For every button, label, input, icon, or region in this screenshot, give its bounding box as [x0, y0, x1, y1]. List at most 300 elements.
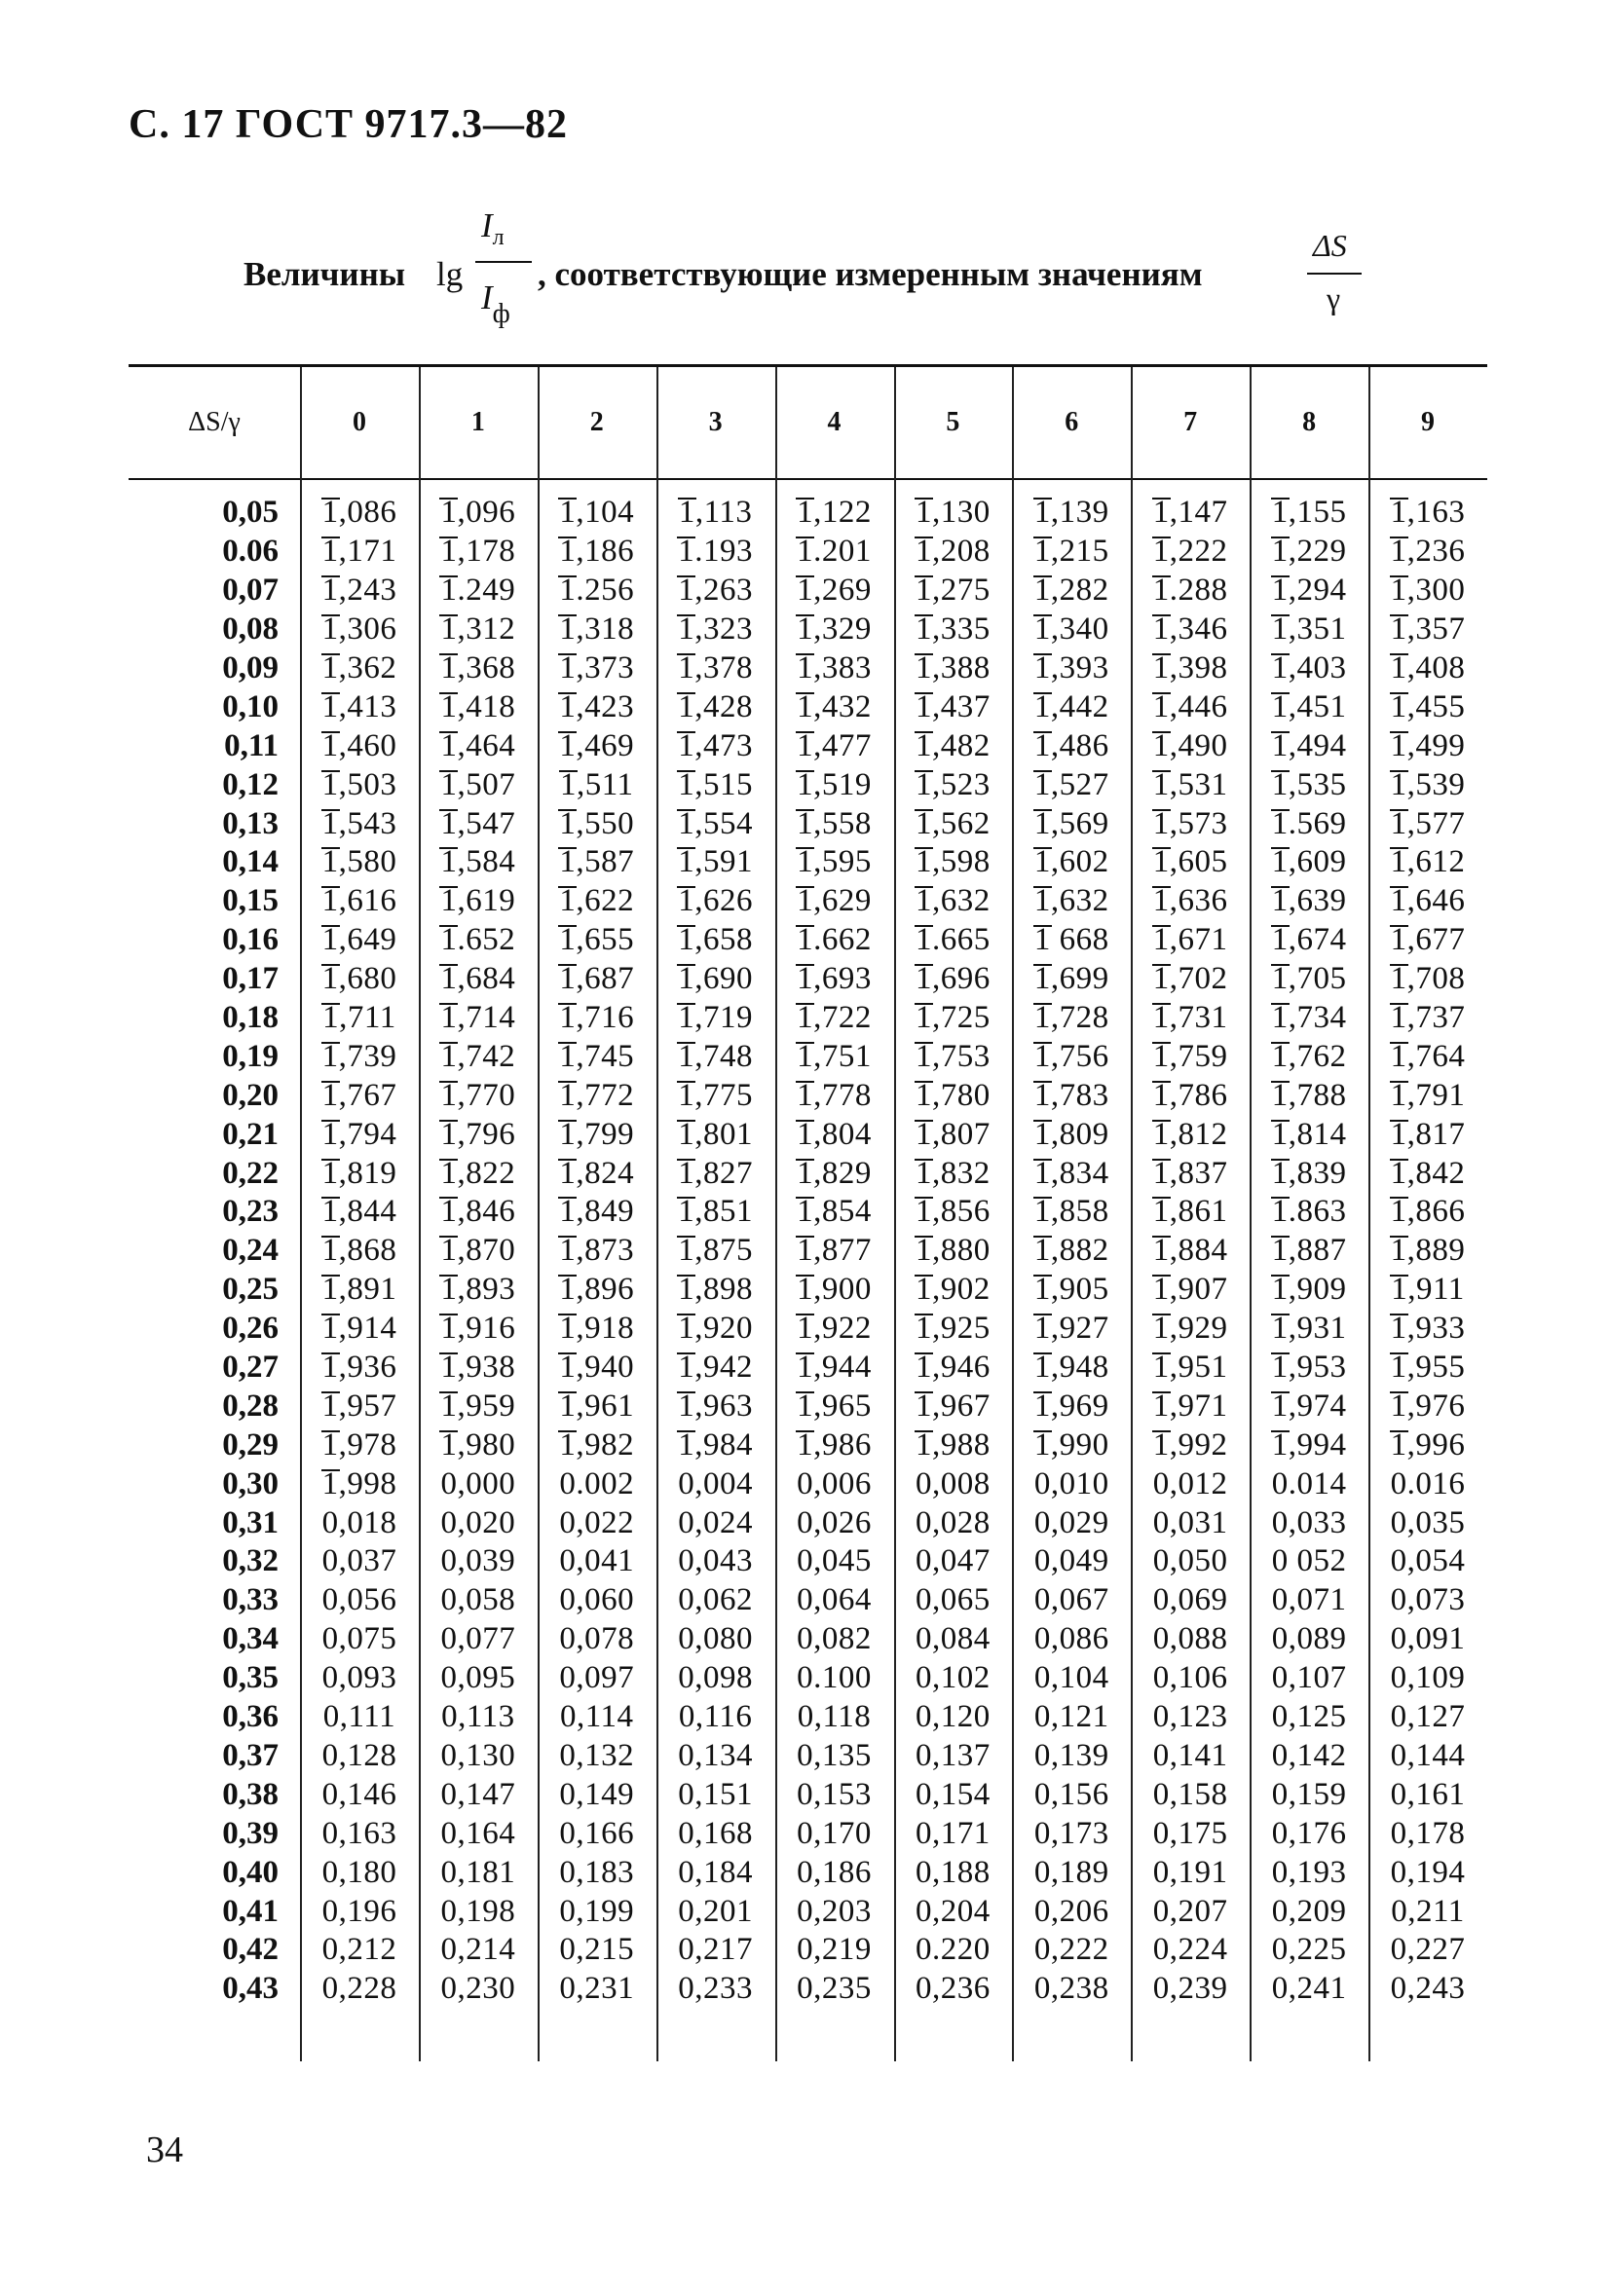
bar-characteristic: 1 — [797, 805, 814, 841]
bar-characteristic: 1 — [321, 1116, 339, 1152]
bar-characteristic: 1 — [1033, 495, 1051, 531]
table-cell: 0,149 — [559, 1776, 635, 1812]
bar-characteristic: 1 — [559, 727, 577, 763]
table-cell — [538, 1350, 656, 1386]
row-label: 0,21 — [222, 1116, 279, 1152]
bar-characteristic: 1 — [916, 1311, 933, 1347]
bar-characteristic: 1 — [678, 1077, 695, 1113]
bar-characteristic: 1 — [916, 1272, 933, 1308]
table-cell — [300, 1466, 419, 1502]
table-cell: 0,176 — [1271, 1815, 1347, 1851]
bar-characteristic: 1 — [1271, 495, 1289, 531]
table-cell: 0,212 — [321, 1932, 397, 1968]
table-cell — [893, 844, 1012, 880]
table-row — [129, 726, 1487, 765]
mantissa: ,880 — [932, 1233, 991, 1269]
table-row — [129, 1387, 1487, 1426]
table-cell: 0,041 — [559, 1543, 635, 1579]
mantissa: ,486 — [1050, 727, 1109, 763]
table-cell — [300, 1039, 419, 1075]
table-cell — [1250, 1039, 1368, 1075]
mantissa: ,584 — [457, 844, 516, 880]
mantissa: ,788 — [1288, 1077, 1347, 1113]
table-cell — [538, 495, 656, 531]
table-cell — [419, 1350, 538, 1386]
table-cell — [1368, 1272, 1487, 1308]
bar-characteristic: 1 — [559, 805, 577, 841]
mantissa: ,622 — [576, 883, 635, 919]
table-cell — [656, 1156, 775, 1192]
mantissa: ,887 — [1288, 1233, 1347, 1269]
bar-characteristic: 1 — [916, 688, 933, 724]
table-cell — [775, 806, 894, 842]
bar-characteristic: 1 — [1271, 534, 1289, 570]
bar-characteristic: 1 — [916, 922, 933, 958]
table-cell: 0,097 — [559, 1660, 635, 1696]
mantissa: ,898 — [694, 1272, 753, 1308]
row-label: 0,11 — [224, 727, 279, 763]
mantissa: ,626 — [694, 883, 753, 919]
mantissa: ,837 — [1169, 1155, 1228, 1191]
table-cell — [538, 1233, 656, 1269]
mantissa: ,786 — [1169, 1077, 1228, 1113]
mantissa: ,460 — [338, 727, 397, 763]
mantissa: ,612 — [1406, 844, 1466, 880]
table-cell — [300, 922, 419, 958]
table-cell — [656, 922, 775, 958]
table-cell — [1012, 1233, 1131, 1269]
bar-characteristic: 1 — [1033, 844, 1051, 880]
table-row — [129, 1581, 1487, 1620]
bar-characteristic: 1 — [440, 1038, 458, 1074]
bar-characteristic: 1 — [321, 1311, 339, 1347]
bar-characteristic: 1 — [916, 1233, 933, 1269]
table-cell: 0,111 — [322, 1699, 396, 1735]
table-cell — [1131, 611, 1250, 648]
mantissa: ,531 — [1169, 766, 1228, 802]
table-cell — [1250, 1000, 1368, 1036]
bar-characteristic: 1 — [1271, 1350, 1289, 1386]
header-col-5: 5 — [946, 407, 960, 437]
table-cell — [538, 961, 656, 997]
table-cell — [538, 1117, 656, 1153]
table-cell — [775, 1039, 894, 1075]
bar-characteristic: 1 — [1390, 922, 1407, 958]
table-cell — [1250, 1350, 1368, 1386]
table-row — [129, 1037, 1487, 1076]
mantissa: ,171 — [338, 534, 397, 570]
mantissa: ,554 — [694, 805, 753, 841]
mantissa: ,368 — [457, 650, 516, 685]
mantissa: ,938 — [457, 1350, 516, 1386]
table-cell: 0,107 — [1271, 1660, 1347, 1696]
mantissa: ,690 — [694, 961, 753, 997]
row-label: 0,30 — [222, 1465, 279, 1501]
mantissa: ,984 — [694, 1426, 753, 1463]
table-row — [129, 960, 1487, 999]
table-cell — [300, 961, 419, 997]
mantissa: ,767 — [338, 1077, 397, 1113]
table-cell — [419, 689, 538, 725]
table-cell — [656, 1272, 775, 1308]
mantissa: ,992 — [1169, 1426, 1228, 1463]
bar-characteristic: 1 — [1033, 1000, 1051, 1036]
mantissa: .193 — [694, 534, 753, 570]
mantissa: ,708 — [1406, 961, 1466, 997]
bar-characteristic: 1 — [797, 1350, 814, 1386]
table-cell: 0,243 — [1390, 1971, 1466, 2007]
row-label: 0,10 — [222, 688, 279, 724]
bar-characteristic: 1 — [321, 650, 339, 685]
table-cell: 0,180 — [321, 1854, 397, 1890]
bar-characteristic: 1 — [678, 688, 695, 724]
table-cell — [893, 534, 1012, 570]
row-label: 0,16 — [222, 922, 279, 958]
table-cell — [775, 689, 894, 725]
row-label: 0,24 — [222, 1233, 279, 1269]
table-cell — [1131, 728, 1250, 764]
mantissa: ,922 — [813, 1311, 872, 1347]
mantissa: ,139 — [1050, 495, 1109, 531]
table-cell: 0,109 — [1390, 1660, 1466, 1696]
bar-characteristic: 1 — [1390, 534, 1407, 570]
table-cell — [419, 573, 538, 609]
table-cell — [1012, 961, 1131, 997]
table-cell — [775, 1427, 894, 1463]
bar-characteristic: 1 — [678, 727, 695, 763]
table-cell: 0,132 — [559, 1737, 635, 1773]
mantissa: ,916 — [457, 1311, 516, 1347]
table-cell — [656, 573, 775, 609]
caption-num-symbol: I — [481, 206, 493, 244]
table-cell: 0,069 — [1152, 1582, 1228, 1618]
bar-characteristic: 1 — [916, 534, 933, 570]
mantissa: ,215 — [1050, 534, 1109, 570]
mantissa: ,655 — [576, 922, 635, 958]
bar-characteristic: 1 — [678, 1311, 695, 1347]
bar-characteristic: 1 — [440, 688, 458, 724]
bar-characteristic: 1 — [797, 534, 814, 570]
mantissa: ,875 — [694, 1233, 753, 1269]
mantissa: ,762 — [1288, 1038, 1347, 1074]
bar-characteristic: 1 — [1271, 1311, 1289, 1347]
bar-characteristic: 1 — [1152, 611, 1170, 648]
table-cell — [300, 883, 419, 919]
mantissa: ,737 — [1406, 1000, 1466, 1036]
mantissa: ,844 — [338, 1194, 397, 1230]
mantissa: ,306 — [338, 611, 397, 648]
bar-characteristic: 1 — [1033, 922, 1051, 958]
mantissa: ,494 — [1288, 727, 1347, 763]
bar-characteristic: 1 — [1152, 1272, 1170, 1308]
table-row — [129, 572, 1487, 611]
bar-characteristic: 1 — [1271, 844, 1289, 880]
bar-characteristic: 1 — [797, 611, 814, 648]
bar-characteristic: 1 — [321, 1233, 339, 1269]
bar-characteristic: 1 — [916, 1426, 933, 1463]
table-cell — [1012, 650, 1131, 686]
table-cell: 0,073 — [1390, 1582, 1466, 1618]
bar-characteristic: 1 — [1271, 727, 1289, 763]
table-cell — [1131, 883, 1250, 919]
table-cell — [1131, 806, 1250, 842]
table-row — [129, 1193, 1487, 1232]
mantissa: ,639 — [1288, 883, 1347, 919]
table-cell: 0,037 — [321, 1543, 397, 1579]
bar-characteristic: 1 — [1033, 1388, 1051, 1424]
bar-characteristic: 1 — [678, 1233, 695, 1269]
table-cell — [1250, 1233, 1368, 1269]
table-cell: 0,012 — [1152, 1465, 1228, 1501]
bar-characteristic: 1 — [321, 1272, 339, 1308]
bar-characteristic: 1 — [321, 1194, 339, 1230]
table-cell — [893, 1311, 1012, 1347]
bar-characteristic: 1 — [1390, 1000, 1407, 1036]
mantissa: ,961 — [576, 1388, 635, 1424]
mantissa: ,282 — [1050, 573, 1109, 609]
table-cell: 0,191 — [1152, 1854, 1228, 1890]
bar-characteristic: 1 — [1390, 495, 1407, 531]
row-label: 0,22 — [222, 1155, 279, 1191]
table-cell — [538, 1078, 656, 1114]
mantissa: .569 — [1288, 805, 1347, 841]
table-cell: 0,161 — [1390, 1776, 1466, 1812]
table-cell: 0,020 — [440, 1504, 516, 1540]
table-cell: 0,227 — [1390, 1932, 1466, 1968]
mantissa: ,629 — [813, 883, 872, 919]
mantissa: ,969 — [1050, 1388, 1109, 1424]
bar-characteristic: 1 — [321, 766, 339, 802]
mantissa: ,974 — [1288, 1388, 1347, 1424]
bar-characteristic: 1 — [1390, 1194, 1407, 1230]
table-cell — [300, 1427, 419, 1463]
bar-characteristic: 1 — [678, 495, 695, 531]
table-cell — [893, 1039, 1012, 1075]
table-cell: 0,114 — [559, 1699, 634, 1735]
table-cell: 0,056 — [321, 1582, 397, 1618]
table-cell: 0,128 — [321, 1737, 397, 1773]
caption-den-subscript: ф — [492, 299, 510, 329]
mantissa: ,243 — [338, 573, 397, 609]
bar-characteristic: 1 — [440, 650, 458, 685]
table-cell — [656, 1039, 775, 1075]
table-cell — [1012, 883, 1131, 919]
row-label: 0,34 — [222, 1621, 279, 1657]
bar-characteristic: 1 — [678, 1038, 695, 1074]
table-cell — [656, 806, 775, 842]
bar-characteristic: 1 — [1152, 1038, 1170, 1074]
bar-characteristic: 1 — [1390, 805, 1407, 841]
table-cell: 0,080 — [678, 1621, 753, 1657]
bar-characteristic: 1 — [559, 844, 577, 880]
table-cell: 0 052 — [1271, 1543, 1347, 1579]
mantissa: .662 — [813, 922, 872, 958]
table-cell — [300, 689, 419, 725]
table-cell — [1250, 1194, 1368, 1230]
table-cell: 0,029 — [1033, 1504, 1109, 1540]
mantissa: ,507 — [457, 766, 516, 802]
table-cell — [656, 1389, 775, 1425]
table-cell — [1250, 806, 1368, 842]
table-cell — [419, 1427, 538, 1463]
table-cell: 0,198 — [440, 1893, 516, 1929]
bar-characteristic: 1 — [678, 611, 695, 648]
mantissa: ,842 — [1406, 1155, 1466, 1191]
mantissa: ,269 — [813, 573, 872, 609]
table-cell — [1250, 495, 1368, 531]
log-values-table — [129, 364, 1487, 2009]
table-cell: 0,134 — [678, 1737, 753, 1773]
table-cell: 0,010 — [1033, 1465, 1109, 1501]
table-cell — [538, 844, 656, 880]
row-label: 0,27 — [222, 1350, 279, 1386]
table-cell — [1131, 1350, 1250, 1386]
bar-characteristic: 1 — [1152, 922, 1170, 958]
table-cell: 0,159 — [1271, 1776, 1347, 1812]
bar-characteristic: 1 — [916, 766, 933, 802]
table-cell — [1012, 922, 1131, 958]
table-cell — [300, 650, 419, 686]
bar-characteristic: 1 — [1271, 883, 1289, 919]
table-cell — [656, 844, 775, 880]
table-cell — [1131, 1389, 1250, 1425]
bar-characteristic: 1 — [1033, 611, 1051, 648]
bar-characteristic: 1 — [678, 844, 695, 880]
row-label: 0,37 — [222, 1737, 279, 1773]
table-cell — [1250, 573, 1368, 609]
bar-characteristic: 1 — [1390, 961, 1407, 997]
table-cell — [893, 1078, 1012, 1114]
bar-characteristic: 1 — [321, 883, 339, 919]
table-cell — [1012, 767, 1131, 803]
mantissa: ,519 — [813, 766, 872, 802]
table-cell: 0,026 — [797, 1504, 872, 1540]
bar-characteristic: 1 — [1152, 844, 1170, 880]
table-cell: 0,206 — [1033, 1893, 1109, 1929]
row-label: 0,19 — [222, 1038, 279, 1074]
table-cell: 0,088 — [1152, 1621, 1228, 1657]
table-cell — [1368, 1194, 1487, 1230]
mantissa: ,636 — [1169, 883, 1228, 919]
bar-characteristic: 1 — [678, 1116, 695, 1152]
bar-characteristic: 1 — [1033, 1233, 1051, 1269]
table-cell — [1131, 650, 1250, 686]
mantissa: ,861 — [1169, 1194, 1228, 1230]
table-cell — [1250, 611, 1368, 648]
bar-characteristic: 1 — [440, 922, 458, 958]
mantissa: ,222 — [1169, 534, 1228, 570]
row-label: 0,38 — [222, 1776, 279, 1812]
table-cell: 0,062 — [678, 1582, 753, 1618]
mantissa: ,799 — [576, 1116, 635, 1152]
table-cell: 0,050 — [1152, 1543, 1228, 1579]
mantissa: ,982 — [576, 1426, 635, 1463]
mantissa: ,569 — [1050, 805, 1109, 841]
mantissa: ,942 — [694, 1350, 753, 1386]
bar-characteristic: 1 — [559, 1311, 577, 1347]
table-cell — [775, 650, 894, 686]
table-cell: 0,207 — [1152, 1893, 1228, 1929]
table-row — [129, 1076, 1487, 1115]
bar-characteristic: 1 — [1152, 534, 1170, 570]
table-cell — [1012, 1272, 1131, 1308]
mantissa: ,577 — [1406, 805, 1466, 841]
table-cell — [775, 611, 894, 648]
mantissa: ,357 — [1406, 611, 1466, 648]
table-cell — [419, 1039, 538, 1075]
table-cell — [1368, 1311, 1487, 1347]
mantissa: ,988 — [932, 1426, 991, 1463]
bar-characteristic: 1 — [1271, 805, 1289, 841]
table-cell: 0,188 — [916, 1854, 991, 1890]
table-cell — [775, 573, 894, 609]
row-label: 0,29 — [222, 1426, 279, 1463]
table-cell: 0,102 — [916, 1660, 991, 1696]
table-cell: 0,123 — [1152, 1699, 1228, 1735]
table-cell — [1368, 1427, 1487, 1463]
mantissa: ,791 — [1406, 1077, 1466, 1113]
table-cell — [300, 1311, 419, 1347]
table-cell — [300, 728, 419, 764]
mantissa: ,770 — [457, 1077, 516, 1113]
bar-characteristic: 1 — [559, 1116, 577, 1152]
table-cell — [538, 1311, 656, 1347]
table-cell — [419, 1156, 538, 1192]
row-label: 0,28 — [222, 1388, 279, 1424]
table-cell: 0,225 — [1271, 1932, 1347, 1968]
mantissa: ,722 — [813, 1000, 872, 1036]
table-cell: 0,183 — [559, 1854, 635, 1890]
table-cell — [656, 534, 775, 570]
table-cell — [538, 611, 656, 648]
table-cell: 0,139 — [1033, 1737, 1109, 1773]
bar-characteristic: 1 — [1390, 766, 1407, 802]
bar-characteristic: 1 — [1033, 883, 1051, 919]
bar-characteristic: 1 — [1152, 883, 1170, 919]
bar-characteristic: 1 — [797, 1272, 814, 1308]
table-row — [129, 1892, 1487, 1931]
table-cell — [300, 1233, 419, 1269]
mantissa: .256 — [576, 573, 635, 609]
bar-characteristic: 1 — [678, 922, 695, 958]
bar-characteristic: 1 — [678, 1000, 695, 1036]
table-cell: 0,228 — [321, 1971, 397, 2007]
bar-characteristic: 1 — [1271, 766, 1289, 802]
row-label: 0,43 — [222, 1971, 279, 2007]
mantissa: ,914 — [338, 1311, 397, 1347]
mantissa: ,783 — [1050, 1077, 1109, 1113]
mantissa: ,294 — [1288, 573, 1347, 609]
bar-characteristic: 1 — [1271, 1426, 1289, 1463]
table-cell — [300, 767, 419, 803]
mantissa: ,711 — [339, 1000, 396, 1036]
mantissa: .249 — [457, 573, 516, 609]
table-cell — [419, 1078, 538, 1114]
bar-characteristic: 1 — [1033, 1311, 1051, 1347]
mantissa: ,130 — [932, 495, 991, 531]
bar-characteristic: 1 — [916, 573, 933, 609]
table-cell — [893, 573, 1012, 609]
table-cell: 0,164 — [440, 1815, 516, 1851]
caption-ds-fraction-bar — [1307, 273, 1362, 275]
table-cell: 0,151 — [678, 1776, 753, 1812]
table-cell — [300, 573, 419, 609]
mantissa: ,814 — [1288, 1116, 1347, 1152]
table-cell: 0,224 — [1152, 1932, 1228, 1968]
table-row — [129, 1232, 1487, 1271]
table-cell: 0,104 — [1033, 1660, 1109, 1696]
bar-characteristic: 1 — [797, 1038, 814, 1074]
